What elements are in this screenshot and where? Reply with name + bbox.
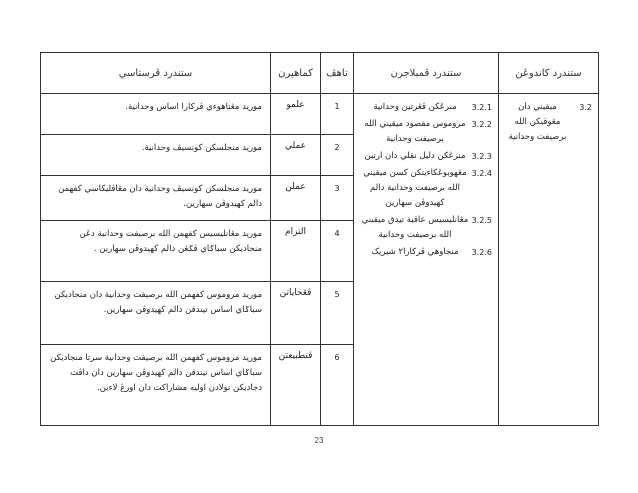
level-cell: 2 [321, 135, 354, 176]
learning-standard-item [360, 149, 492, 164]
header-learning-standard: ستندرد ڤمبلاجرن [354, 53, 499, 94]
performance-description-cell: موريد مروموس کفهمن الله برصيفت وحدانية سرتا منجاديکن سباݢاي اساس تيندقن دالم کهيدوڤن سهارين دان داڤت دجاديکن تولادن اوليه مشاراکت دان اورڠ لاءين. [41, 345, 271, 426]
level-cell: 1 [321, 94, 354, 135]
header-performance-standard: ستندرد ڤرستاسي [41, 53, 271, 94]
mastery-cell: ڤنطبيعتن [271, 345, 321, 426]
content-standard-number: 3.2 [579, 103, 592, 112]
mastery-cell: عملن [271, 176, 321, 221]
learning-standard-text: مڠهوبوڠکاءيتکن کسن ميقيني الله برصيفت وحدانية دالم کهيدوڤن سهارين [363, 168, 467, 208]
learning-standard-number: 3.2.1 [471, 103, 492, 112]
mastery-cell: ڤڠحاياتن [271, 282, 321, 345]
learning-standard-number: 3.2.6 [471, 248, 492, 257]
content-standard-cell [499, 94, 599, 426]
performance-description-cell: موريد مڠتاهوءي ڤرکارا اساس وحدانية. [41, 94, 271, 135]
content-standard-text: ميقيني دان مڠوقيکن الله برصيفت وحدانية [508, 102, 567, 142]
performance-description-cell: موريد مروموس کفهمن الله برصيفت وحدانية دان منجاديکن سباݢاي اساس تيندقن دالم کهيدوڤن سهارين. [41, 282, 271, 345]
learning-standard-item [360, 117, 492, 147]
learning-standard-number: 3.2.5 [471, 216, 492, 225]
learning-standard-text: منجاوهي ڤرکارا٢ شيريک [371, 247, 459, 257]
level-cell: 5 [321, 282, 354, 345]
learning-standard-item [360, 166, 492, 211]
table-row [41, 94, 599, 135]
level-cell: 3 [321, 176, 354, 221]
learning-standard-number: 3.2.2 [471, 120, 492, 129]
learning-standard-cell [354, 94, 499, 426]
content-standard-item [505, 100, 592, 145]
learning-standard-number: 3.2.3 [471, 152, 492, 161]
standards-table [40, 52, 599, 426]
learning-standard-text: منرڠکن دليل نقلي دان ارتين [364, 151, 466, 161]
header-content-standard: ستندرد کاندوڠن [499, 53, 599, 94]
mastery-cell: عملي [271, 135, 321, 176]
performance-description-cell: موريد مڠانليسيس کفهمن الله برصيفت وحدانية دڠن منجاديکن سباݢاي ڤݢڠن دالم کهيدوڤن سهارين . [41, 221, 271, 282]
learning-standard-item [360, 213, 492, 243]
learning-standard-text: مروموس مقصود ميقيني الله برصيفت وحدانية [364, 119, 466, 144]
header-level: تاهڤ [321, 53, 354, 94]
header-row [41, 53, 599, 94]
learning-standard-text: مڠانليسيس عاقبة تيدق ميقيني الله برصيفت وحدانية [361, 215, 469, 240]
learning-standard-number: 3.2.4 [471, 169, 492, 178]
performance-description-cell: موريد منجلسکن کونسيڤ وحدانية دان مڠاڤليکاسي کفهمن دالم کهيدوڤن سهارين. [41, 176, 271, 221]
learning-standard-text: منرڠکن ڤڠرتين وحدانية [373, 102, 457, 112]
performance-description-cell: موريد منجلسکن کونسيڤ وحدانية. [41, 135, 271, 176]
mastery-cell: التزام [271, 221, 321, 282]
header-mastery: کماهيرن [271, 53, 321, 94]
learning-standard-item [360, 245, 492, 260]
mastery-cell: علمو [271, 94, 321, 135]
page-number: 23 [314, 436, 324, 445]
level-cell: 4 [321, 221, 354, 282]
level-cell: 6 [321, 345, 354, 426]
learning-standard-item [360, 100, 492, 115]
